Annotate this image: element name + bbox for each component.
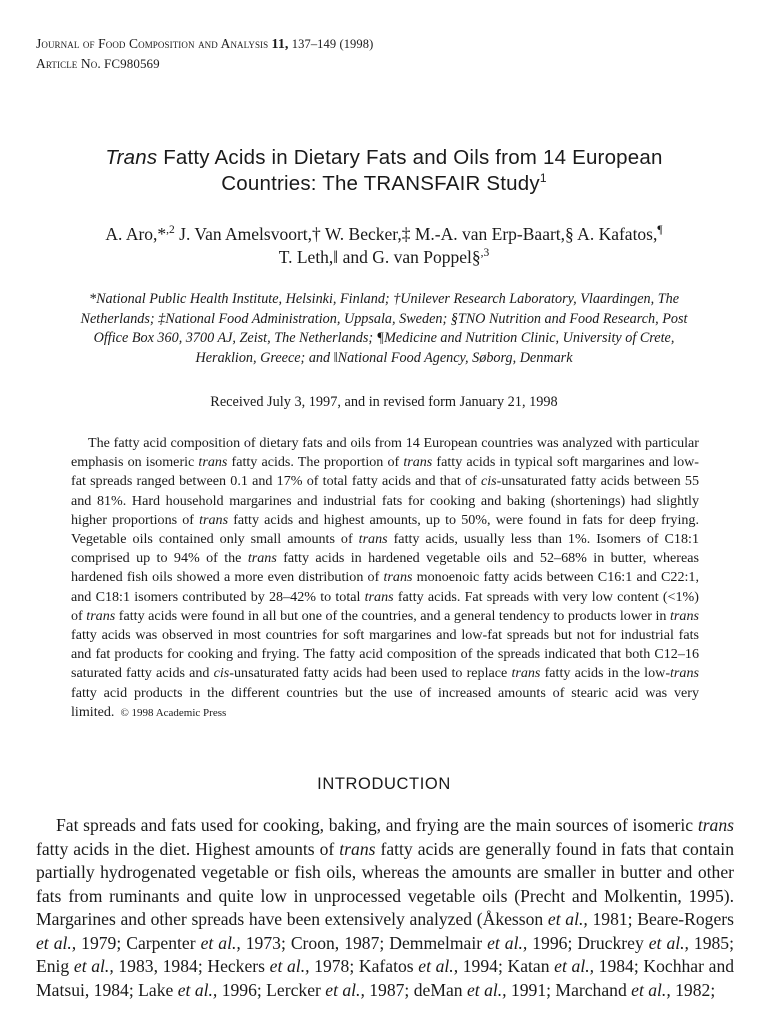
affiliations [38, 290, 730, 368]
article-number: FC980569 [104, 56, 160, 71]
copyright-notice: © 1998 Academic Press [120, 706, 227, 719]
abstract-paragraph: The fatty acid composition of dietary fats and oils from 14 European countries was analyzed with particular emphasis on isomeric trans fatty acids. The proportion of trans fatty acids in typical soft margarines and low-fat spreads ranged between 0.1 and 17% of total fatty acids and that of cis-unsaturated fatty acids between 55 and 81%. Hard household margarines and industrial fats for cooking and baking (shortenings) had slightly higher proportions of trans fatty acids and highest amounts, up to 50%, were found in fats for deep frying. Vegetable oils contained only small amounts of trans fatty acids, usually less than 1%. Isomers of C18:1 comprised up to 94% of the trans fatty acids in hardened vegetable oils and 52–68% in butter, whereas hardened fish oils showed a more even distribution of trans monoenoic fatty acids between C16:1 and C22:1, and C18:1 isomers contributed by 28–42% to total trans fatty acids. Fat spreads with very low content (<1%) of trans fatty acids were found in all but one of the countries, and a general tendency to products lower in trans fatty acids was observed in most countries for soft margarines and low-fat spreads but not for industrial fats and fat products for cooking and frying. The fatty acid composition of the spreads indicated that both C12–16 saturated fatty acids and cis-unsaturated fatty acids had been used to replace trans fatty acids in the low-trans fatty acid products in the different countries but the use of increased amounts of stearic acid was very limited. © 1998 Academic Press [71, 435, 699, 720]
received-dates: Received July 3, 1997, and in revised form January 21, 1998 [210, 394, 558, 410]
journal-pages-year: 137–149 (1998) [291, 37, 374, 51]
author-kafatos-footnote: ¶ [657, 224, 663, 237]
article-number-line [36, 54, 373, 74]
journal-volume: 11, [271, 37, 289, 52]
title-footnote-marker: 1 [539, 171, 547, 186]
authors-middle: J. Van Amelsvoort,† W. Becker,‡ M.-A. van Erp-Baart,§ A. Kafatos, [174, 224, 658, 244]
journal-citation [36, 34, 373, 54]
journal-name: Journal of Food Composition and Analysis [36, 36, 269, 51]
title-italic-word: Trans [105, 146, 158, 169]
article-number-label: Article No. [36, 56, 101, 71]
affiliation-line: Heraklion, Greece; and ‖National Food Agency, Søborg, Denmark [195, 349, 573, 366]
journal-header [36, 34, 373, 74]
title-line-2: Countries: The TRANSFAIR Study [221, 172, 540, 195]
title-line-1: Fatty Acids in Dietary Fats and Oils from 14 European [157, 146, 663, 169]
affiliation-line: *National Public Health Institute, Helsinki, Finland; †Unilever Research Laboratory, Vlaardingen, The [88, 291, 680, 307]
authors-last: T. Leth,‖ and G. van Poppel§ [278, 246, 481, 267]
affiliation-line: Netherlands; ‡National Food Administration, Uppsala, Sweden; §TNO Nutrition and Food Research, Post [80, 310, 688, 327]
abstract [71, 434, 699, 723]
section-heading-introduction: INTRODUCTION [317, 775, 451, 793]
author-van-poppel-footnote: ,3 [480, 246, 490, 259]
introduction-body [36, 814, 734, 1002]
introduction-paragraph: Fat spreads and fats used for cooking, baking, and frying are the main sources of isomeric trans fatty acids in the diet. Highest amounts of trans fatty acids are generally found in fats that contain partially hydrogenated vegetable or fish oils, whereas the amounts are smaller in butter and other fats from ruminants and quite low in unprocessed vegetable oils (Precht and Molkentin, 1995). Margarines and other spreads have been extensively analyzed (Åkesson et al., 1981; Beare-Rogers et al., 1979; Carpenter et al., 1973; Croon, 1987; Demmelmair et al., 1996; Druckrey et al., 1985; Enig et al., 1983, 1984; Heckers et al., 1978; Kafatos et al., 1994; Katan et al., 1984; Kochhar and Matsui, 1984; Lake et al., 1996; Lercker et al., 1987; deMan et al., 1991; Marchand et al., 1982; [36, 815, 735, 1000]
paper-title [40, 145, 728, 197]
author-aro: A. Aro,* [105, 224, 167, 244]
affiliation-line: Office Box 360, 3700 AJ, Zeist, The Netherlands; ¶Medicine and Nutrition Clinic, University of Crete, [93, 330, 675, 346]
author-list [40, 223, 728, 268]
author-aro-footnote: ,2 [166, 224, 175, 237]
